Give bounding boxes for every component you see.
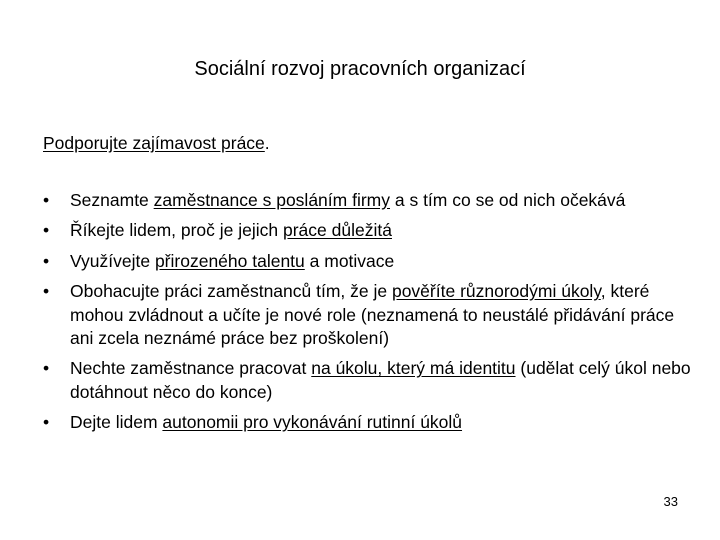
subtitle-underlined-text: Podporujte zajímavost práce [43, 133, 265, 153]
bullet-underlined-text: pověříte různorodými úkoly [391, 281, 601, 302]
bullet-list [43, 189, 693, 442]
bullet-text: Obohacujte práci zaměstnanců tím, že je [70, 281, 392, 302]
bullet-icon: • [43, 281, 50, 302]
bullet-text: (udělat celý úkol nebo dotáhnout něco do konce) [70, 358, 691, 402]
bullet-underlined-text: přirozeného talentu [154, 250, 305, 271]
bullet-item [43, 219, 693, 242]
bullet-icon: • [43, 220, 50, 241]
bullet-text: , které mohou zvládnout a učíte je nové role (neznamená to neustálé přidávání práce ani zcela neznámé práce bez proškolení) [70, 281, 675, 349]
bullet-item [43, 189, 693, 212]
subtitle-period: . [264, 133, 270, 153]
bullet-text: Dejte lidem [70, 412, 163, 433]
bullet-icon: • [43, 412, 50, 433]
bullet-underlined-text: autonomii pro vykonávání rutinní úkolů [162, 412, 463, 433]
bullet-item [43, 411, 693, 434]
bullet-text: Říkejte lidem, proč je jejich [70, 220, 283, 241]
bullet-underlined-text: práce důležitá [283, 220, 392, 241]
bullet-icon: • [43, 250, 50, 271]
bullet-underlined-text: na úkolu, který má identitu [311, 358, 516, 379]
bullet-item [43, 357, 693, 404]
bullet-item [43, 280, 693, 350]
bullet-text: Seznamte [70, 190, 154, 210]
bullet-text: Využívejte [70, 250, 155, 271]
bullet-icon: • [43, 358, 50, 379]
page-number: 33 [663, 494, 678, 509]
bullet-text: Nechte zaměstnance pracovat [70, 358, 312, 379]
bullet-underlined-text: zaměstnance s posláním firmy [153, 190, 390, 210]
slide-subtitle [43, 132, 270, 154]
bullet-item [43, 250, 693, 273]
bullet-text: a s tím co se od nich očekává [390, 190, 626, 210]
slide-title: Sociální rozvoj pracovních organizací [194, 58, 526, 80]
bullet-text: a motivace [304, 250, 395, 271]
bullet-icon: • [43, 190, 50, 210]
